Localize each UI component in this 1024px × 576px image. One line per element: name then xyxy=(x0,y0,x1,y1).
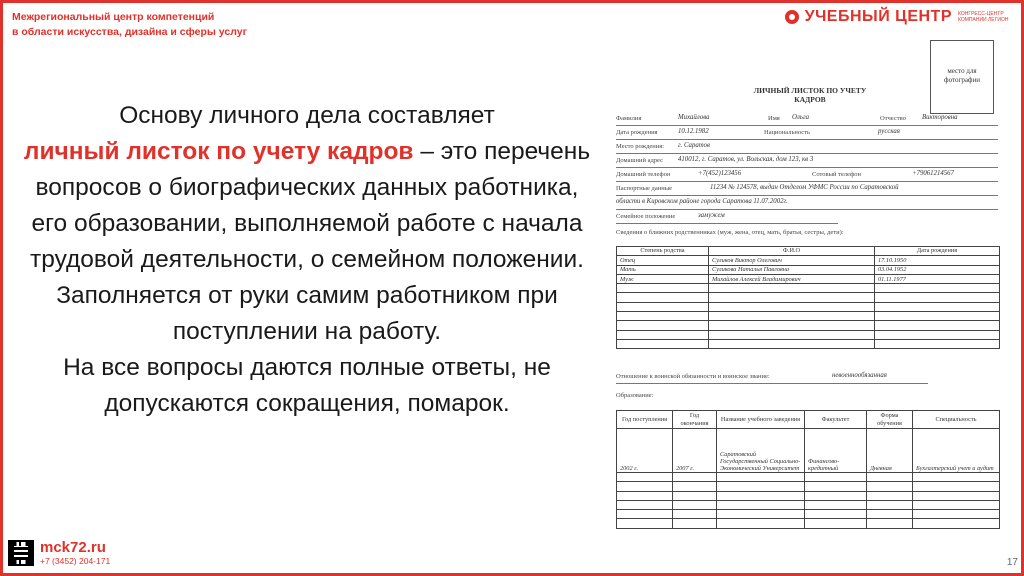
main-text xyxy=(22,98,592,422)
table-cell: Суликов Виктор Олегович xyxy=(709,256,875,265)
table-row-empty xyxy=(617,302,1000,311)
page-number: 17 xyxy=(1006,557,1018,568)
edu-header-form: Форма обучения xyxy=(867,411,913,429)
table-row-empty xyxy=(617,321,1000,330)
mobile-phone-label: Сотовый телефон xyxy=(812,171,861,178)
education-table xyxy=(616,410,1000,529)
mobile-phone-value: +79061214567 xyxy=(912,170,954,177)
table-row xyxy=(617,265,1000,274)
org-line-2: в области искусства, дизайна и сферы услуг xyxy=(12,26,247,38)
edu-header-institution: Название учебного заведения xyxy=(717,411,805,429)
form-row-address xyxy=(616,156,998,168)
home-phone-label: Домашний телефон xyxy=(616,171,671,178)
table-row-empty xyxy=(617,339,1000,348)
form-row-passport-2 xyxy=(616,198,998,210)
table-row xyxy=(617,274,1000,283)
table-cell: Суликова Наталья Павловна xyxy=(709,265,875,274)
surname-value: Михайлова xyxy=(678,114,710,121)
surname-label: Фамилия xyxy=(616,115,642,122)
form-row-birth xyxy=(616,128,998,140)
name-value: Ольга xyxy=(792,114,810,121)
table-row xyxy=(617,256,1000,265)
edu-header-start: Год поступления xyxy=(617,411,673,429)
relatives-title: Сведения о ближних родственниках (муж, жена, отец, мать, братья, сестры, дети): xyxy=(616,229,844,236)
address-label: Домашний адрес xyxy=(616,157,663,164)
name-label: Имя xyxy=(768,115,780,122)
table-cell: 01.11.1977 xyxy=(875,274,1000,283)
rel-header-date: Дата рождения xyxy=(875,247,1000,256)
main-text-part-1: Основу личного дела составляет xyxy=(119,102,495,129)
marital-label: Семейное положение xyxy=(616,213,676,220)
passport-value-1: 11234 № 124578, выдан Отделом УФМС России по Саратовской xyxy=(710,184,899,191)
table-row-empty xyxy=(617,500,1000,509)
footer-site: mck72.ru xyxy=(40,539,106,556)
nationality-value: русская xyxy=(878,128,900,135)
table-row-empty xyxy=(617,284,1000,293)
military-value: невоеннообязанная xyxy=(832,372,887,379)
rel-header-fio: Ф.И.О xyxy=(709,247,875,256)
table-row-empty xyxy=(617,312,1000,321)
table-row-empty xyxy=(617,510,1000,519)
nationality-label: Национальность xyxy=(764,129,810,136)
table-row-empty xyxy=(617,293,1000,302)
org-line-1: Межрегиональный центр компетенций xyxy=(12,11,215,23)
address-value: 410012, г. Саратов, ул. Вольская, дом 123, кв 3 xyxy=(678,156,814,163)
rel-header-degree: Степень родства xyxy=(617,247,709,256)
form-row-fio xyxy=(616,114,998,126)
edu-header-specialty: Специальность xyxy=(913,411,1000,429)
patronymic-label: Отчество xyxy=(880,115,906,122)
patronymic-value: Викторовна xyxy=(922,114,958,121)
table-row-empty xyxy=(617,482,1000,491)
footer xyxy=(8,540,110,566)
edu-header-faculty: Факультет xyxy=(805,411,867,429)
home-phone-value: +7(452)123456 xyxy=(698,170,742,177)
table-cell: 17.10.1950 xyxy=(875,256,1000,265)
birthdate-label: Дата рождения xyxy=(616,129,658,136)
brand-circle-icon xyxy=(785,10,799,24)
table-cell: Михайлов Алексей Владимирович xyxy=(709,274,875,283)
form-row-phones xyxy=(616,170,998,182)
main-text-part-2: – это перечень вопросов о биографических данных работника, его образовании, выполняемой работе с начала трудовой деятельности, о семейном положении. Заполняется от руки самим работником при поступлении на работу. xyxy=(30,138,591,345)
form-row-passport xyxy=(616,184,998,196)
main-text-part-3: На все вопросы даются полные ответы, не допускаются сокращения, помарок. xyxy=(63,354,551,417)
qr-code-icon xyxy=(8,540,34,566)
form-row-birthplace xyxy=(616,142,998,154)
relatives-table xyxy=(616,246,1000,349)
main-text-highlight: личный листок по учету кадров xyxy=(23,138,414,165)
personnel-form-image xyxy=(590,32,1008,542)
table-cell: Бухгалтерский учет и аудит xyxy=(913,429,1000,473)
table-cell: Дневная xyxy=(867,429,913,473)
photo-placeholder: место для фотографии xyxy=(930,40,994,114)
table-cell: 2007 г. xyxy=(673,429,717,473)
form-row-marital xyxy=(616,212,838,224)
brand-subtitle: КОНГРЕСС-ЦЕНТР КОМПАНИИ ЛЕГИОН xyxy=(958,11,1009,23)
table-cell: Отец xyxy=(617,256,709,265)
military-label: Отношение к воинской обязанности и воинское звание: xyxy=(616,373,770,380)
education-title: Образование: xyxy=(616,392,654,399)
birthdate-value: 10.12.1982 xyxy=(678,128,709,135)
passport-label: Паспортные данные xyxy=(616,185,672,192)
birthplace-value: г. Саратов xyxy=(678,142,710,149)
form-row-military xyxy=(616,372,928,384)
table-row-empty xyxy=(617,491,1000,500)
table-row-empty xyxy=(617,473,1000,482)
table-cell: Мать xyxy=(617,265,709,274)
table-row-empty xyxy=(617,519,1000,528)
birthplace-label: Место рождения: xyxy=(616,143,665,150)
edu-header-end: Год окончания xyxy=(673,411,717,429)
table-row-empty xyxy=(617,330,1000,339)
passport-value-2: области в Кировском районе города Саратова 11.07.2002г. xyxy=(616,198,788,205)
marital-value: замужем xyxy=(698,212,725,219)
table-cell: 03.04.1952 xyxy=(875,265,1000,274)
table-cell: Муж xyxy=(617,274,709,283)
table-cell: Финансово-кредитный xyxy=(805,429,867,473)
footer-phone: +7 (3452) 204-171 xyxy=(40,556,111,566)
table-cell: 2002 г. xyxy=(617,429,673,473)
form-title: ЛИЧНЫЙ ЛИСТОК ПО УЧЕТУ КАДРОВ xyxy=(753,86,867,104)
brand-logo xyxy=(785,8,1010,26)
brand-name: УЧЕБНЫЙ ЦЕНТР xyxy=(804,8,952,25)
table-cell: Саратовский Государственный Социально-Экономический Университет xyxy=(717,429,805,473)
table-row xyxy=(617,429,1000,473)
org-title xyxy=(12,10,247,40)
